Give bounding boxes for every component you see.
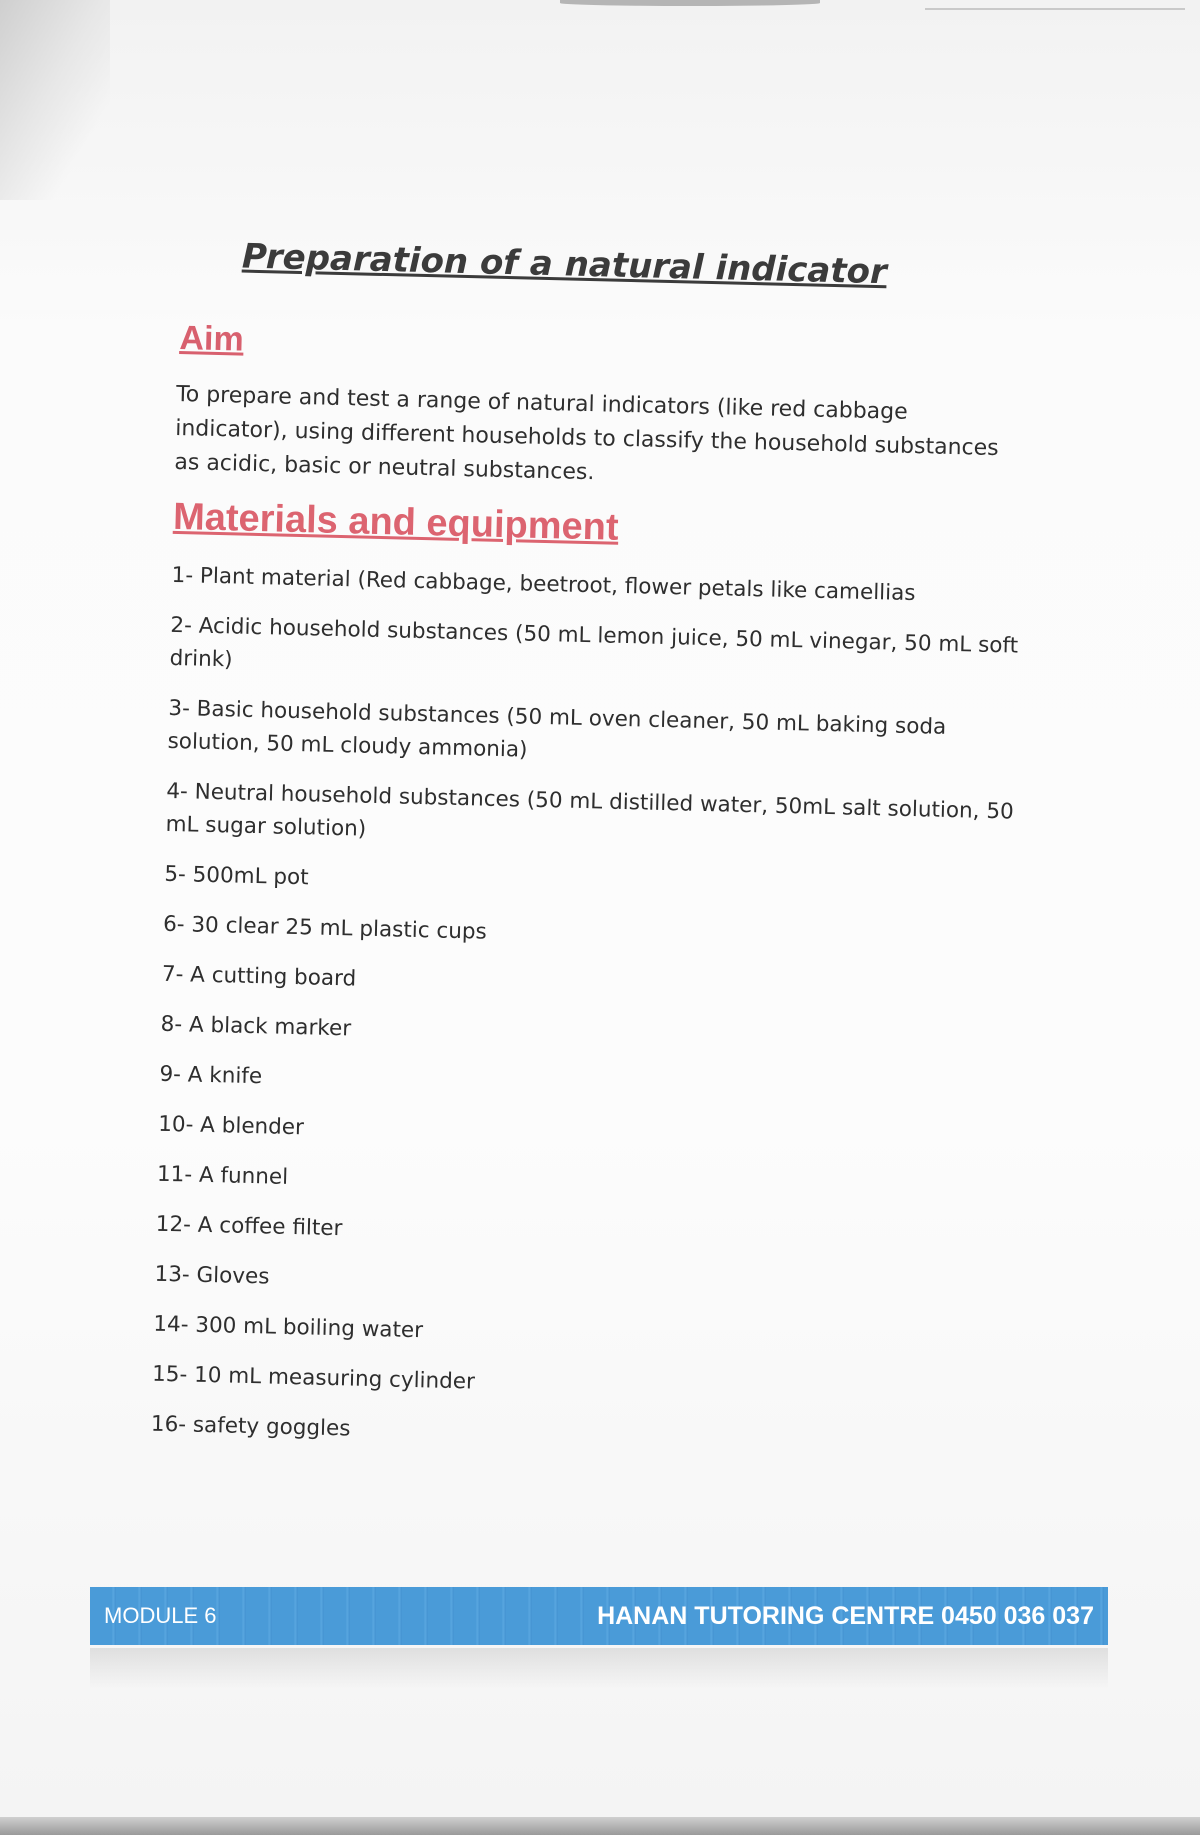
page-fold-shadow — [0, 0, 110, 200]
materials-item: 12- A coffee filter — [155, 1211, 343, 1242]
footer-shadow — [90, 1648, 1108, 1688]
materials-item: 4- Neutral household substances (50 mL distilled water, 50mL salt solution, 50 mL sugar solution) — [165, 778, 1015, 842]
materials-list — [151, 559, 1022, 1462]
page-top-edge — [560, 0, 820, 6]
materials-item: 15- 10 mL measuring cylinder — [151, 1361, 476, 1395]
aim-text: To prepare and test a range of natural indicators (like red cabbage indicator), using different households to classify the household substances as acidic, basic or neutral substances. — [174, 381, 999, 486]
page-bottom-edge — [0, 1817, 1200, 1835]
materials-item: 13- Gloves — [154, 1261, 270, 1290]
footer-bar — [90, 1587, 1108, 1645]
materials-heading: Materials and equipment — [172, 495, 620, 549]
document-title: Preparation of a natural indicator — [241, 236, 888, 293]
materials-item: 2- Acidic household substances (50 mL lemon juice, 50 mL vinegar, 50 mL soft drink) — [169, 612, 1019, 673]
footer-module-label: MODULE 6 — [104, 1603, 217, 1628]
materials-item: 7- A cutting board — [161, 961, 357, 992]
materials-item: 8- A black marker — [160, 1011, 352, 1042]
aim-heading: Aim — [179, 319, 245, 359]
materials-item: 16- safety goggles — [150, 1411, 351, 1442]
materials-item: 5- 500mL pot — [164, 861, 309, 891]
materials-item: 14- 300 mL boiling water — [153, 1311, 424, 1344]
materials-item: 6- 30 clear 25 mL plastic cups — [162, 911, 488, 945]
footer-centre-contact: HANAN TUTORING CENTRE 0450 036 037 — [597, 1601, 1094, 1630]
page-top-line — [925, 8, 1185, 10]
materials-item: 10- A blender — [157, 1111, 305, 1141]
document-content — [150, 235, 1030, 1478]
materials-item: 11- A funnel — [156, 1161, 289, 1190]
materials-item: 9- A knife — [159, 1061, 263, 1090]
materials-item: 1- Plant material (Red cabbage, beetroot, flower petals like camellias — [171, 562, 916, 607]
materials-item: 3- Basic household substances (50 mL oven cleaner, 50 mL baking soda solution, 50 mL cloudy ammonia) — [167, 695, 947, 763]
